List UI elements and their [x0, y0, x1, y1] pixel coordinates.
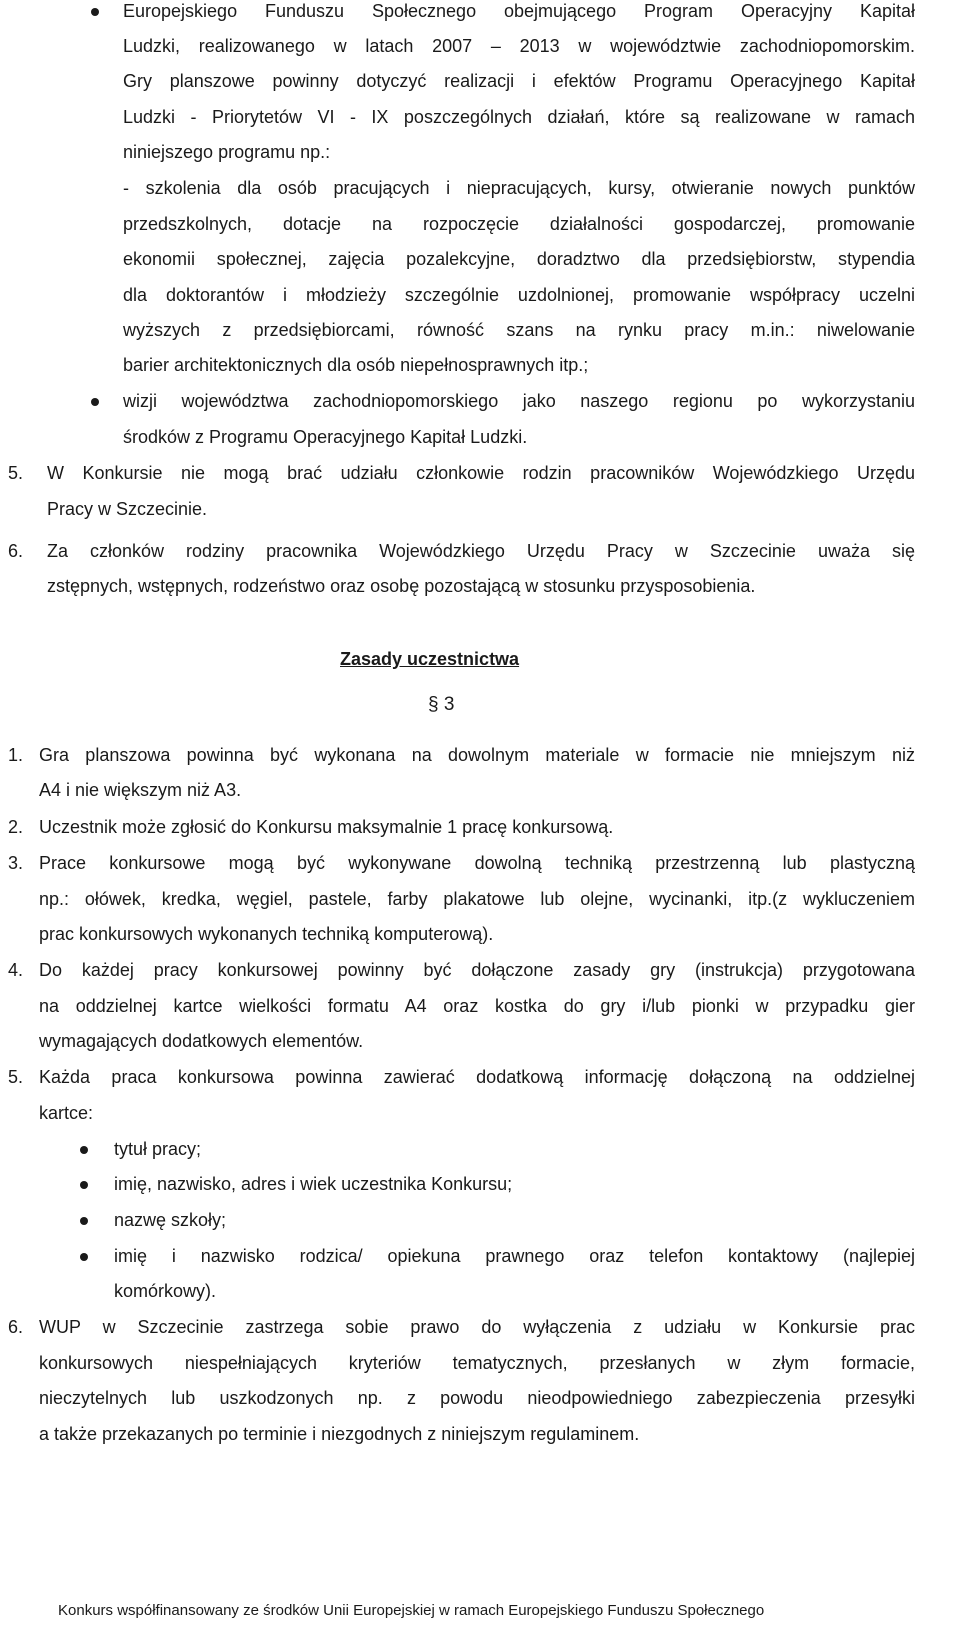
- text-line: Każda praca konkursowa powinna zawierać dodatkową informację dołączoną na oddzielnej: [39, 1067, 915, 1087]
- text-line: dla doktorantów i młodzieży szczególnie uzdolnionej, promowanie współpracy uczelni: [123, 285, 915, 305]
- text-line: imię, nazwisko, adres i wiek uczestnika Konkursu;: [114, 1174, 513, 1194]
- text-line: tytuł pracy;: [114, 1139, 202, 1159]
- bullet-marker: [91, 8, 99, 16]
- text-line: Europejskiego Funduszu Społecznego obejmującego Program Operacyjny Kapitał: [123, 1, 915, 21]
- section-title: Zasady uczestnictwa: [340, 649, 520, 669]
- text-line: prac konkursowych wykonanych techniką komputerową).: [39, 924, 494, 944]
- item-number: 1.: [8, 745, 24, 765]
- text-line: ekonomii społecznej, zajęcia pozalekcyjne, doradztwo dla przedsiębiorstw, stypendia: [123, 249, 915, 269]
- bullet-marker: [80, 1181, 88, 1189]
- bullet-marker: [80, 1253, 88, 1261]
- text-line: Do każdej pracy konkursowej powinny być dołączone zasady gry (instrukcja) przygotowana: [39, 960, 915, 980]
- item-number: 3.: [8, 853, 24, 873]
- item-number: 6.: [8, 1317, 24, 1337]
- text-line: kartce:: [39, 1103, 94, 1123]
- text-line: przedszkolnych, dotacje na rozpoczęcie działalności gospodarczej, promowanie: [123, 214, 915, 234]
- text-line: wymagających dodatkowych elementów.: [39, 1031, 364, 1051]
- bullet-marker: [80, 1146, 88, 1154]
- text-line: A4 i nie większym niż A3.: [39, 780, 242, 800]
- text-line: Gry planszowe powinny dotyczyć realizacji i efektów Programu Operacyjnego Kapitał: [123, 71, 915, 91]
- text-line: niniejszego programu np.:: [123, 142, 331, 162]
- text-line: Uczestnik może zgłosić do Konkursu maksymalnie 1 pracę konkursową.: [39, 817, 614, 837]
- item-number: 5.: [8, 463, 24, 483]
- bullet-marker: [91, 398, 99, 406]
- text-line: środków z Programu Operacyjnego Kapitał Ludzki.: [123, 427, 528, 447]
- text-line: W Konkursie nie mogą brać udziału członkowie rodzin pracowników Wojewódzkiego Urzędu: [47, 463, 915, 483]
- text-line: nieczytelnych lub uszkodzonych np. z powodu nieodpowiedniego zabezpieczenia przesyłki: [39, 1388, 915, 1408]
- page-footer: Konkurs współfinansowany ze środków Unii Europejskiej w ramach Europejskiego Funduszu Społecznego: [58, 1602, 765, 1619]
- text-line: Ludzki, realizowanego w latach 2007 – 2013 w województwie zachodniopomorskim.: [123, 36, 915, 56]
- text-line: barier architektonicznych dla osób niepełnosprawnych itp.;: [123, 355, 589, 375]
- text-line: komórkowy).: [114, 1281, 217, 1301]
- text-line: konkursowych niespełniających kryteriów tematycznych, przesłanych w złym formacie,: [39, 1353, 915, 1373]
- text-line: wizji województwa zachodniopomorskiego jako naszego regionu po wykorzystaniu: [123, 391, 915, 411]
- text-line: nazwę szkoły;: [114, 1210, 227, 1230]
- item-number: 5.: [8, 1067, 24, 1087]
- text-line: WUP w Szczecinie zastrzega sobie prawo do wyłączenia z udziału w Konkursie prac: [39, 1317, 915, 1337]
- text-line: np.: ołówek, kredka, węgiel, pastele, farby plakatowe lub olejne, wycinanki, itp.(z wykluczeniem: [39, 889, 915, 909]
- text-line: Ludzki - Priorytetów VI - IX poszczególnych działań, które są realizowane w ramach: [123, 107, 915, 127]
- text-line: na oddzielnej kartce wielkości formatu A4 oraz kostka do gry i/lub pionki w przypadku gier: [39, 996, 915, 1016]
- item-number: 6.: [8, 541, 24, 561]
- text-line: Pracy w Szczecinie.: [47, 499, 208, 519]
- text-line: Gra planszowa powinna być wykonana na dowolnym materiale w formacie nie mniejszym niż: [39, 745, 915, 765]
- text-line: wyższych z przedsiębiorcami, równość szans na rynku pracy m.in.: niwelowanie: [123, 320, 915, 340]
- item-number: 2.: [8, 817, 24, 837]
- item-number: 4.: [8, 960, 24, 980]
- text-line: Za członków rodziny pracownika Wojewódzkiego Urzędu Pracy w Szczecinie uważa się: [47, 541, 915, 561]
- text-line: - szkolenia dla osób pracujących i niepracujących, kursy, otwieranie nowych punktów: [123, 178, 915, 198]
- paragraph-number: § 3: [428, 694, 455, 715]
- bullet-marker: [80, 1217, 88, 1225]
- text-line: imię i nazwisko rodzica/ opiekuna prawnego oraz telefon kontaktowy (najlepiej: [114, 1246, 915, 1266]
- text-line: a także przekazanych po terminie i niezgodnych z niniejszym regulaminem.: [39, 1424, 640, 1444]
- text-line: Prace konkursowe mogą być wykonywane dowolną techniką przestrzenną lub plastyczną: [39, 853, 915, 873]
- text-line: zstępnych, wstępnych, rodzeństwo oraz osobę pozostającą w stosunku przysposobienia.: [47, 576, 756, 596]
